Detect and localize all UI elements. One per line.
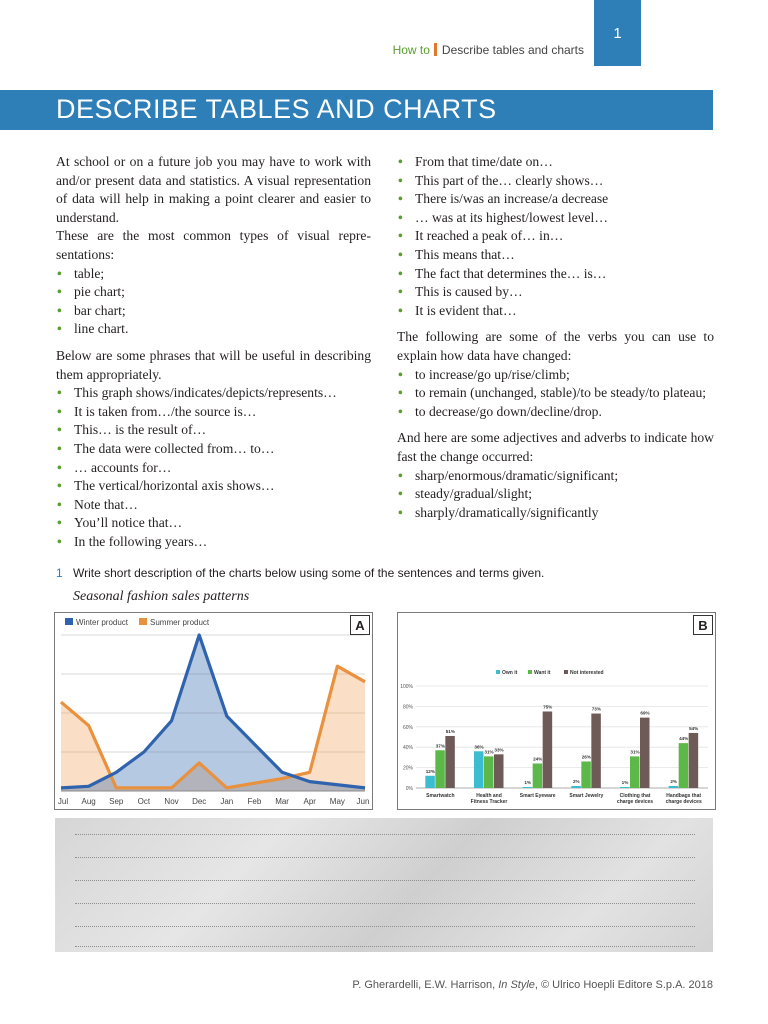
- legend-swatch: [139, 618, 147, 625]
- breadcrumb-divider: [434, 43, 437, 56]
- footer-book-title: In Style: [498, 979, 535, 991]
- bar: [640, 718, 650, 788]
- right-column: [397, 153, 714, 522]
- title-bar: [0, 90, 713, 130]
- list-item: • You’ll notice that…: [56, 514, 371, 533]
- legend-swatch: [65, 618, 73, 625]
- x-tick-label: Sep: [109, 797, 124, 806]
- list-item: • table;: [56, 265, 371, 284]
- x-tick-label: Jul: [57, 797, 69, 806]
- list-item: • … was at its highest/lowest level…: [397, 209, 714, 228]
- answer-lines-area[interactable]: [55, 818, 713, 952]
- section-breadcrumb: [393, 43, 584, 57]
- list-item: • bar chart;: [56, 302, 371, 321]
- verbs-list: [397, 366, 714, 422]
- list-item: • It is evident that…: [397, 302, 714, 321]
- answer-line[interactable]: [75, 946, 695, 947]
- x-tick-label: Nov: [164, 797, 179, 806]
- legend-label: Summer product: [150, 618, 210, 627]
- list-item: • It is taken from…/the source is…: [56, 403, 371, 422]
- page-number: 1: [613, 24, 622, 42]
- bar: [669, 786, 679, 788]
- bar: [445, 736, 455, 788]
- bar: [581, 761, 591, 788]
- y-tick-label: 20%: [402, 765, 413, 772]
- category-label: Smartwatch: [426, 793, 455, 799]
- chart-b-badge: B: [693, 615, 713, 635]
- chart-caption: Seasonal fashion sales patterns: [73, 589, 250, 604]
- category-label: charge devices: [665, 799, 702, 805]
- copyright-footer: [352, 979, 713, 991]
- data-label: 36%: [474, 744, 484, 750]
- x-tick-label: Mar: [275, 797, 289, 806]
- bar: [543, 712, 553, 789]
- list-item: • … accounts for…: [56, 459, 371, 478]
- data-label: 26%: [581, 754, 591, 760]
- chart-a-badge: A: [350, 615, 370, 635]
- footer-authors: P. Gherardelli, E.W. Harrison,: [352, 979, 499, 991]
- bar: [494, 754, 504, 788]
- data-label: 33%: [494, 747, 504, 753]
- data-label: 2%: [670, 778, 677, 784]
- category-label: Clothing that: [619, 793, 651, 799]
- bar: [591, 714, 601, 788]
- list-item: • This part of the… clearly shows…: [397, 172, 714, 191]
- left-column: [56, 153, 371, 551]
- y-tick-label: 40%: [402, 745, 413, 752]
- legend-label: Winter product: [76, 618, 129, 627]
- list-item: • This is caused by…: [397, 283, 714, 302]
- y-tick-label: 0%: [405, 786, 413, 792]
- bar: [689, 733, 699, 788]
- types-list: [56, 265, 371, 339]
- list-item: • The data were collected from… to…: [56, 440, 371, 459]
- legend-label: Own it: [502, 670, 518, 676]
- bar: [620, 787, 630, 788]
- data-label: 69%: [640, 710, 650, 716]
- data-label: 2%: [573, 778, 580, 784]
- data-label: 75%: [543, 704, 553, 710]
- page-number-tab: [594, 0, 641, 66]
- footer-publisher: , © Ulrico Hoepli Editore S.p.A. 2018: [534, 979, 713, 991]
- data-label: 51%: [445, 728, 455, 734]
- bar: [484, 756, 494, 788]
- x-tick-label: Jan: [220, 797, 234, 806]
- exercise-instruction: Write short description of the charts below using some of the sentences and terms given.: [73, 566, 545, 580]
- legend-label: Not interested: [570, 670, 604, 676]
- section-label: Describe tables and charts: [441, 43, 584, 57]
- chart-a: [55, 613, 372, 809]
- bar: [571, 786, 581, 788]
- list-item: • to increase/go up/rise/climb;: [397, 366, 714, 385]
- data-label: 31%: [484, 749, 494, 755]
- x-tick-label: Oct: [137, 797, 151, 806]
- data-label: 54%: [689, 725, 699, 731]
- y-tick-label: 80%: [402, 704, 413, 711]
- list-item: • This graph shows/indicates/depicts/represents…: [56, 384, 371, 403]
- y-tick-label: 100%: [400, 684, 413, 690]
- data-label: 24%: [533, 756, 543, 762]
- answer-line[interactable]: [75, 857, 695, 858]
- x-tick-label: Apr: [303, 797, 316, 806]
- exercise-number: 1: [56, 566, 63, 580]
- list-item: • This means that…: [397, 246, 714, 265]
- bar: [474, 751, 484, 788]
- list-item: • to remain (unchanged, stable)/to be steady/to plateau;: [397, 384, 714, 403]
- phrases-intro: Below are some phrases that will be useful in describing them appropriately.: [56, 347, 371, 382]
- adjectives-list: [397, 467, 714, 523]
- x-tick-label: Feb: [247, 797, 262, 806]
- category-label: Smart Jewelry: [569, 793, 604, 799]
- list-item: • to decrease/go down/decline/drop.: [397, 403, 714, 422]
- data-label: 73%: [591, 706, 601, 712]
- list-item: • In the following years…: [56, 533, 371, 552]
- chart-b-frame: [397, 612, 716, 810]
- list-item: • line chart.: [56, 320, 371, 339]
- phrases-list: [56, 384, 371, 551]
- list-item: • steady/gradual/slight;: [397, 485, 714, 504]
- list-item: • Note that…: [56, 496, 371, 515]
- category-label: Fitness Tracker: [470, 799, 508, 805]
- bar: [523, 787, 532, 788]
- list-item: • The vertical/horizontal axis shows…: [56, 477, 371, 496]
- bar: [425, 776, 435, 788]
- verbs-intro: The following are some of the verbs you can use to explain how data have changed:: [397, 329, 714, 363]
- data-label: 1%: [524, 779, 531, 785]
- answer-line[interactable]: [75, 926, 695, 927]
- data-label: 44%: [679, 736, 689, 742]
- data-label: 37%: [435, 743, 445, 749]
- chart-a-frame: [54, 612, 373, 810]
- phrases-list-continued: [397, 153, 714, 320]
- x-tick-label: Dec: [192, 797, 207, 806]
- list-item: • There is/was an increase/a decrease: [397, 190, 714, 209]
- bar: [630, 756, 640, 788]
- data-label: 1%: [621, 779, 629, 785]
- data-label: 12%: [425, 768, 435, 774]
- adjectives-intro: And here are some adjectives and adverbs to indicate how fast the change occurred:: [397, 430, 714, 464]
- category-label: Health and: [476, 793, 502, 799]
- list-item: • It reached a peak of… in…: [397, 227, 714, 246]
- how-to-label: How to: [392, 43, 430, 57]
- chart-b: [398, 613, 715, 809]
- page-title: DESCRIBE TABLES AND CHARTS: [56, 94, 497, 124]
- list-item: • This… is the result of…: [56, 421, 371, 440]
- bar: [435, 750, 445, 788]
- intro-paragraph: At school or on a future job you may have to work with and/or present data and statistics. A visual representation of data will help in making a point clearer and easier to understand.: [56, 154, 371, 225]
- bar: [679, 743, 689, 788]
- category-label: charge devices: [616, 799, 654, 805]
- category-label: Handbags that: [666, 793, 702, 799]
- legend-swatch: [564, 670, 568, 674]
- x-tick-label: Aug: [81, 797, 96, 806]
- category-label: Smart Eyeware: [519, 793, 556, 799]
- list-item: • sharply/dramatically/significantly: [397, 504, 714, 523]
- data-label: 31%: [630, 749, 640, 755]
- answer-line[interactable]: [75, 834, 695, 835]
- list-item: • The fact that determines the… is…: [397, 265, 714, 284]
- answer-line[interactable]: [75, 903, 695, 904]
- list-item: • sharp/enormous/dramatic/significant;: [397, 467, 714, 486]
- types-intro: These are the most common types of visual representations:: [56, 228, 371, 262]
- x-tick-label: May: [329, 797, 345, 806]
- legend-label: Want it: [534, 670, 551, 676]
- bar: [533, 764, 543, 788]
- answer-line[interactable]: [75, 880, 695, 881]
- legend-swatch: [496, 670, 500, 674]
- legend-swatch: [528, 670, 532, 674]
- x-tick-label: Jun: [356, 797, 370, 806]
- list-item: • From that time/date on…: [397, 153, 714, 172]
- list-item: • pie chart;: [56, 283, 371, 302]
- y-tick-label: 60%: [402, 724, 413, 731]
